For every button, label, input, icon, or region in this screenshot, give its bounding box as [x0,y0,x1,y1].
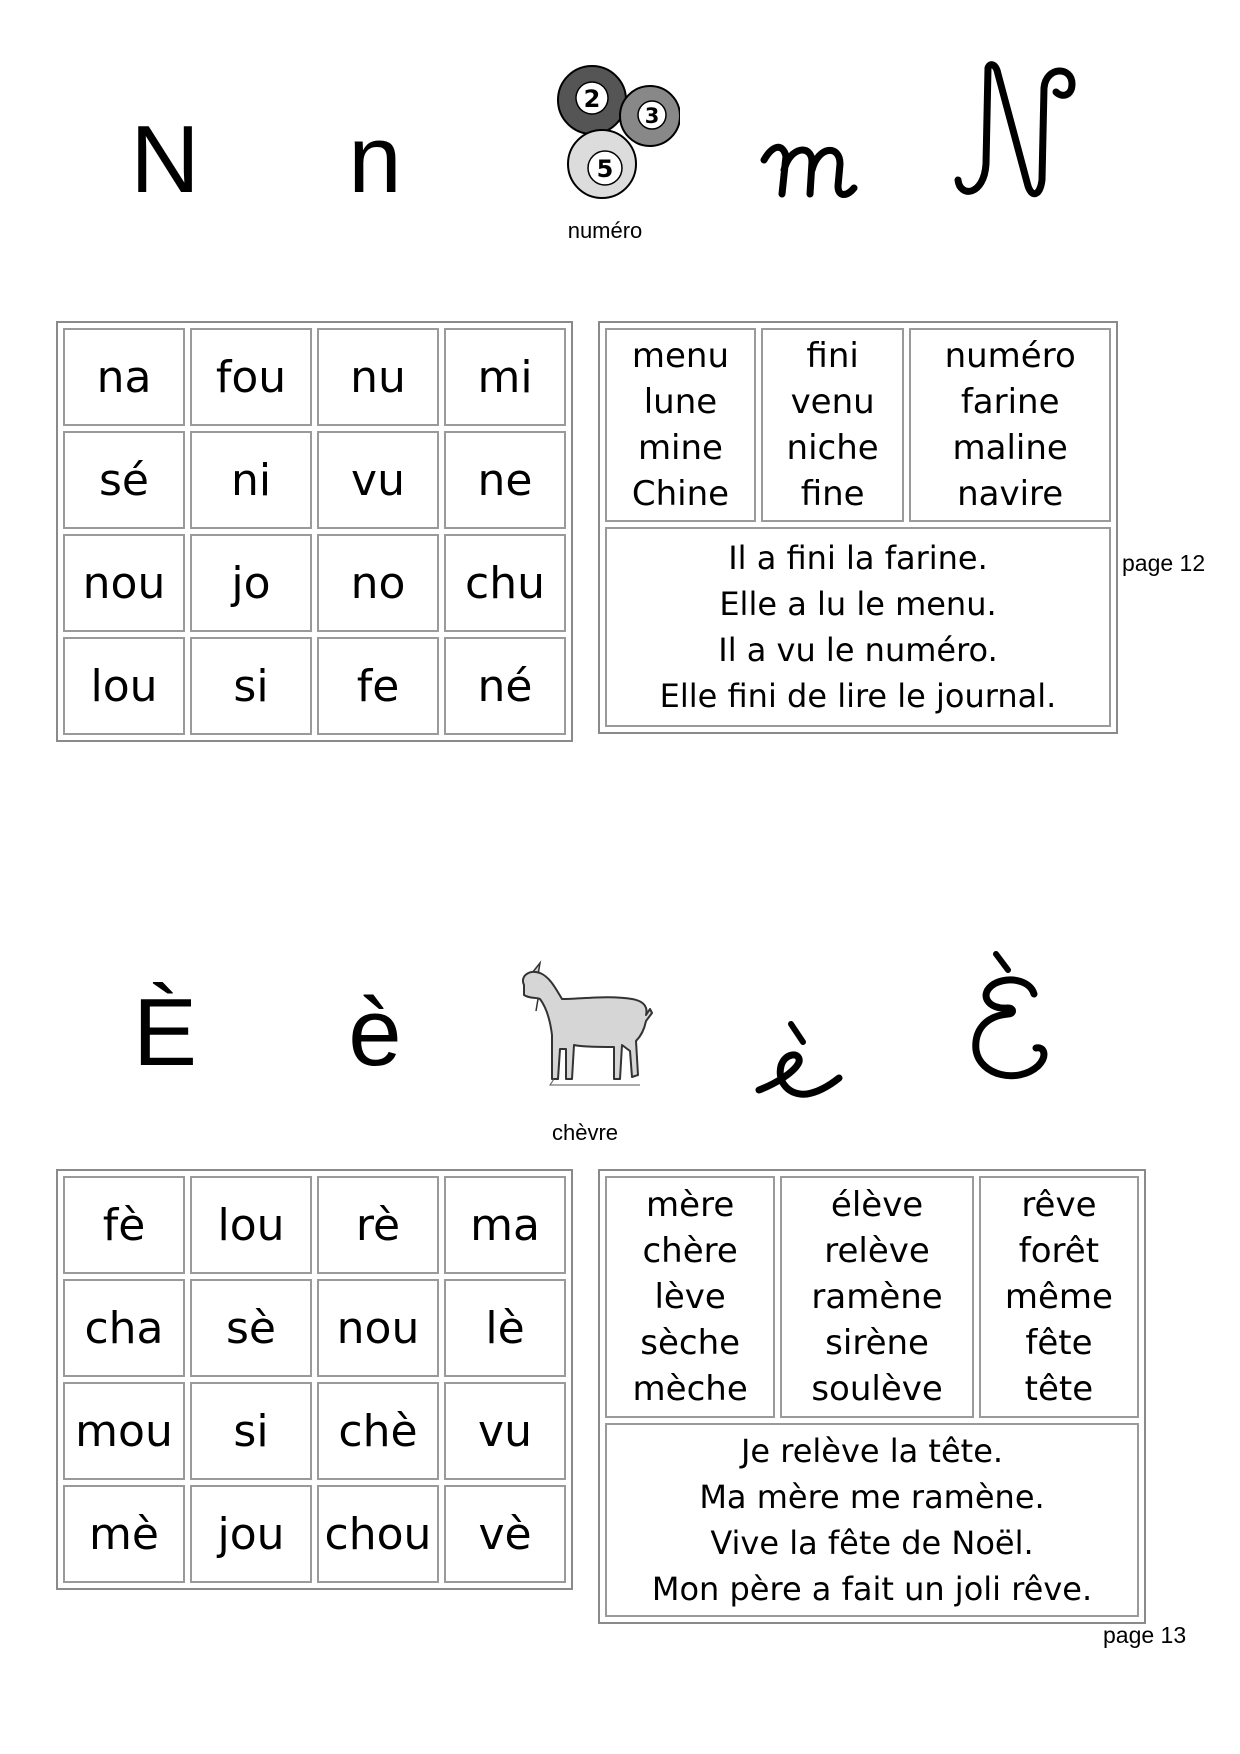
ball-number: 2 [583,85,601,113]
table-row [605,527,1111,727]
word: élève [830,1185,924,1225]
word: forêt [1018,1231,1100,1271]
table-row [605,1423,1139,1617]
cursive-lowercase-letter [755,1020,845,1105]
table-row [605,1176,1139,1418]
syllable-cell: vu [317,431,439,529]
syllable-cell: jou [190,1485,312,1583]
cursive-uppercase-letter [950,60,1080,205]
table-row [63,1176,566,1274]
lowercase-letter: è [348,979,402,1086]
syllable-cell: ne [444,431,566,529]
ball-number: 5 [596,155,614,183]
syllable-cell: sè [190,1279,312,1377]
syllable-cell: lè [444,1279,566,1377]
ball-number: 3 [644,104,660,128]
syllable-cell: jo [190,534,312,632]
sentence: Mon père a fait un joli rêve. [651,1570,1093,1608]
word: fête [1025,1323,1093,1363]
image-caption: chèvre [551,1120,619,1145]
word: lune [643,382,718,422]
syllable-cell: ni [190,431,312,529]
word: lève [654,1277,726,1317]
word-box [598,321,1118,734]
word-box [598,1169,1146,1624]
word: fini [806,336,859,376]
sentence: Ma mère me ramène. [699,1478,1045,1516]
cursive-uppercase-letter [960,950,1060,1090]
word: rêve [1021,1185,1097,1225]
word-column [979,1176,1139,1418]
table-row [63,1485,566,1583]
word: venu [790,382,875,422]
billiard-balls-icon [550,60,680,200]
lowercase-letter: n [348,106,402,213]
sentence-box [605,527,1111,727]
word: maline [952,428,1068,468]
table-row [63,1279,566,1377]
syllable-cell: si [190,637,312,735]
syllable-cell: mou [63,1382,185,1480]
sentence: Elle a lu le menu. [719,585,997,623]
word: numéro [944,336,1076,376]
syllable-cell: sé [63,431,185,529]
syllable-cell: fe [317,637,439,735]
syllable-cell: si [190,1382,312,1480]
cursive-lowercase-letter [760,130,860,210]
word: mine [637,428,723,468]
syllable-cell: chè [317,1382,439,1480]
syllable-cell: rè [317,1176,439,1274]
syllable-grid [56,1169,573,1590]
syllable-cell: ma [444,1176,566,1274]
uppercase-letter: È [132,979,198,1086]
word: ramène [811,1277,943,1317]
sentence: Elle fini de lire le journal. [659,677,1057,715]
word-column [761,328,904,522]
syllable-cell: na [63,328,185,426]
table-row [605,328,1111,522]
goat-icon [510,955,660,1095]
word-column [780,1176,974,1418]
table-row [63,328,566,426]
word: farine [960,382,1060,422]
syllable-cell: nou [63,534,185,632]
syllable-cell: chou [317,1485,439,1583]
word: soulève [811,1369,943,1409]
sentence-box [605,1423,1139,1617]
sentence: Vive la fête de Noël. [710,1524,1034,1562]
word-column [605,328,756,522]
word: sirène [825,1323,929,1363]
syllable-grid [56,321,573,742]
word: mère [646,1185,735,1225]
page-number: page 13 [1103,1622,1187,1648]
word: sèche [640,1323,741,1363]
table-row [63,431,566,529]
table-row [63,637,566,735]
word: niche [786,428,879,468]
word: navire [957,474,1064,514]
syllable-cell: fè [63,1176,185,1274]
syllable-cell: nou [317,1279,439,1377]
table-row [63,534,566,632]
sentence: Je relève la tête. [740,1432,1004,1470]
syllable-cell: vè [444,1485,566,1583]
image-caption: numéro [567,218,643,243]
word: fine [800,474,865,514]
table-row [63,1382,566,1480]
syllable-cell: chu [444,534,566,632]
word: même [1004,1277,1113,1317]
syllable-cell: mè [63,1485,185,1583]
sentence: Il a vu le numéro. [718,631,998,669]
uppercase-letter: N [130,106,200,213]
syllable-cell: fou [190,328,312,426]
sentence: Il a fini la farine. [728,539,988,577]
word: tête [1024,1369,1094,1409]
syllable-cell: cha [63,1279,185,1377]
syllable-cell: lou [190,1176,312,1274]
word: menu [631,336,730,376]
syllable-cell: lou [63,637,185,735]
page-number: page 12 [1122,550,1206,576]
syllable-cell: nu [317,328,439,426]
word: relève [824,1231,930,1271]
syllable-cell: vu [444,1382,566,1480]
syllable-cell: né [444,637,566,735]
syllable-cell: mi [444,328,566,426]
syllable-cell: no [317,534,439,632]
word: chère [642,1231,738,1271]
word: mèche [632,1369,748,1409]
word-column [605,1176,775,1418]
word: Chine [631,474,730,514]
word-column [909,328,1111,522]
